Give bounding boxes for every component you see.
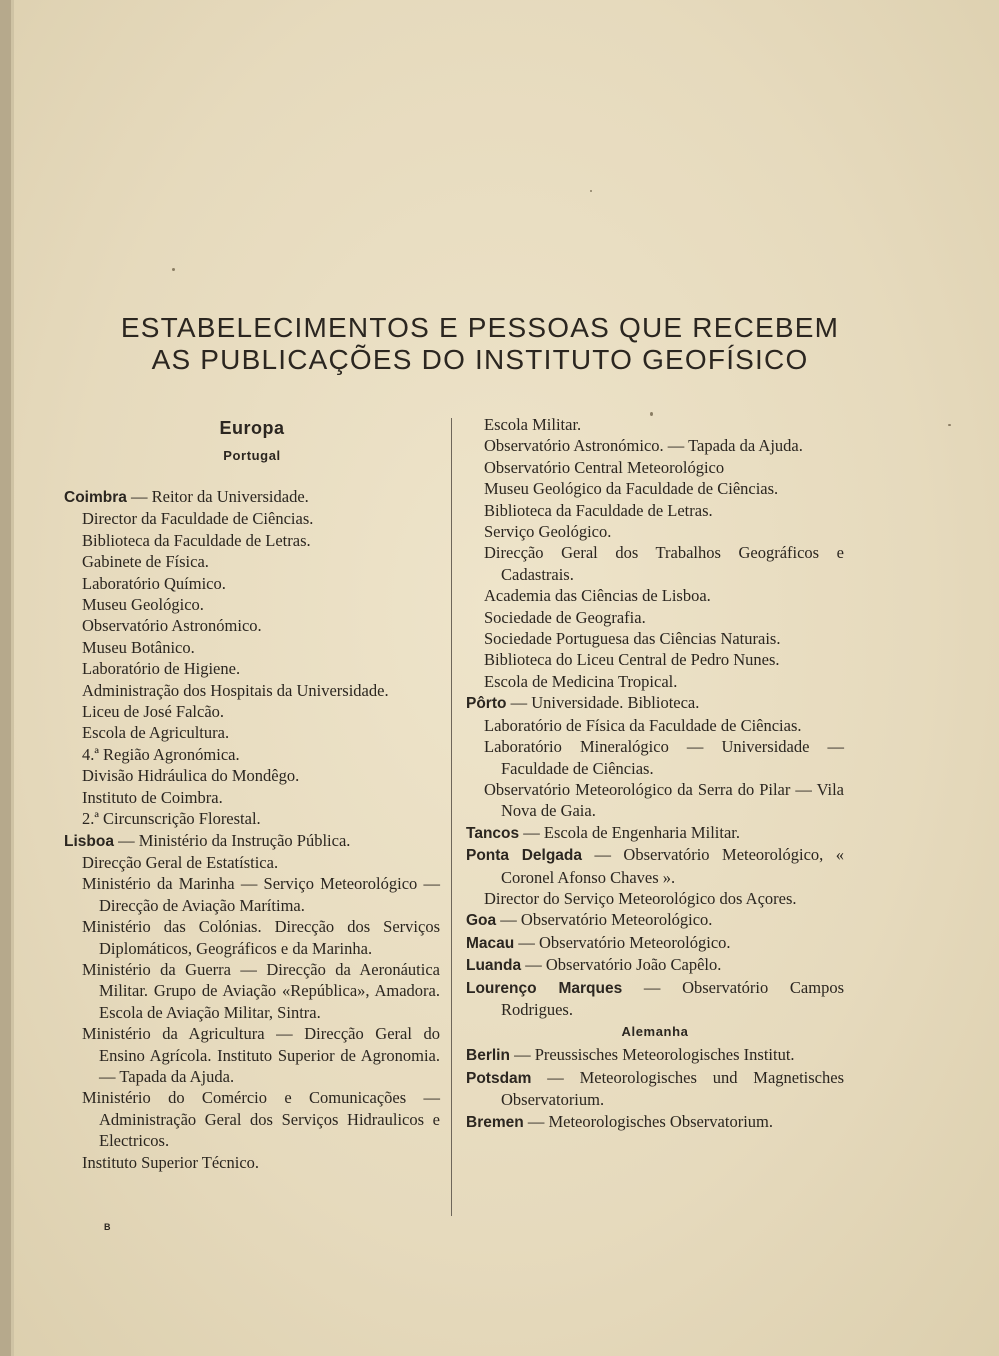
entry-text: Academia das Ciências de Lisboa. <box>484 586 711 606</box>
city-entry <box>466 1111 844 1133</box>
institution-entry <box>64 680 440 701</box>
left-column <box>64 414 440 1173</box>
entry-text: Escola de Agricultura. <box>82 723 230 743</box>
entry-text: Observatório Astronómico. <box>82 616 262 636</box>
institution-entry <box>64 1087 440 1151</box>
entry-text: Biblioteca da Faculdade de Letras. <box>484 500 713 520</box>
institution-entry <box>466 888 844 909</box>
entry-text: — Observatório Campos Rodrigues. <box>501 977 844 1019</box>
city-entry <box>466 844 844 888</box>
institution-entry <box>64 594 440 615</box>
institution-entry <box>64 744 440 765</box>
institution-entry <box>64 1023 440 1087</box>
institution-entry <box>466 435 844 456</box>
city-entry <box>466 909 844 931</box>
city-entry <box>466 692 844 714</box>
entry-text: — Preussisches Meteorologisches Institut. <box>509 1045 795 1065</box>
entry-text: Sociedade Portuguesa das Ciências Naturais. <box>484 629 781 649</box>
column-divider <box>451 418 452 1216</box>
institution-entry <box>466 628 844 649</box>
entry-text: Ministério da Guerra — Direcção da Aeronáutica Militar. Grupo de Aviação «República», Amadora. Escola de Aviação Militar, Sintra. <box>82 959 440 1022</box>
section-heading: Portugal <box>223 448 281 463</box>
entry-text: Serviço Geológico. <box>484 522 612 542</box>
page-binding-edge <box>0 0 11 1356</box>
entry-text: Biblioteca do Liceu Central de Pedro Nunes. <box>484 650 780 670</box>
entry-text: Laboratório de Higiene. <box>82 659 241 679</box>
city-name: Ponta Delgada <box>466 847 582 865</box>
entry-text: — Meteorologisches und Magnetisches Observatorium. <box>501 1067 844 1110</box>
city-name: Luanda <box>466 957 522 975</box>
section-heading: Alemanha <box>621 1024 689 1040</box>
city-name: Potsdam <box>466 1069 532 1087</box>
institution-entry <box>466 736 844 779</box>
page-title-line-2: AS PUBLICAÇÕES DO INSTITUTO GEOFÍSICO <box>151 344 809 375</box>
entry-text: Museu Geológico da Faculdade de Ciências. <box>484 479 779 499</box>
city-entry <box>466 932 844 954</box>
entry-text: Observatório Central Meteorológico <box>484 457 725 477</box>
city-entry <box>64 486 440 508</box>
entry-text: Sociedade de Geografia. <box>484 607 646 627</box>
page-title-line-1: ESTABELECIMENTOS E PESSOAS QUE RECEBEM <box>120 312 840 343</box>
entry-text: Ministério da Marinha — Serviço Meteorológico — Direcção de Aviação Marítima. <box>82 874 440 915</box>
institution-entry <box>64 787 440 808</box>
entry-text: Observatório Astronómico. — Tapada da Ajuda. <box>484 436 803 456</box>
entry-text: Laboratório de Física da Faculdade de Ciências. <box>484 715 802 735</box>
entry-text: Instituto Superior Técnico. <box>82 1152 260 1172</box>
institution-entry <box>466 715 844 736</box>
city-entry <box>466 1067 844 1111</box>
paper-speck <box>948 424 951 426</box>
institution-entry <box>64 765 440 786</box>
entry-text: Museu Geológico. <box>82 595 204 615</box>
entry-text: — Observatório Meteorológico. <box>496 910 713 930</box>
institution-entry <box>466 500 844 521</box>
institution-entry <box>466 649 844 670</box>
entry-text: Biblioteca da Faculdade de Letras. <box>82 530 311 550</box>
institution-entry <box>64 530 440 551</box>
page-title <box>60 312 900 376</box>
city-entry <box>466 954 844 976</box>
institution-entry <box>466 671 844 692</box>
entry-text: — Ministério da Instrução Pública. <box>113 830 351 850</box>
institution-entry <box>64 573 440 594</box>
institution-entry <box>64 658 440 679</box>
entry-text: Gabinete de Física. <box>82 552 209 572</box>
institution-entry <box>64 551 440 572</box>
entry-text: — Meteorologisches Observatorium. <box>523 1111 773 1131</box>
institution-entry <box>466 542 844 585</box>
institution-entry <box>64 873 440 916</box>
entry-text: Laboratório Mineralógico — Universidade — Faculdade de Ciências. <box>484 737 844 778</box>
city-name: Tancos <box>466 824 520 842</box>
entry-text: Museu Botânico. <box>82 637 195 657</box>
entry-text: Administração dos Hospitais da Universidade. <box>82 680 389 700</box>
entry-text: Escola Militar. <box>484 415 582 434</box>
entry-text: — Observatório João Capêlo. <box>521 955 722 975</box>
institution-entry <box>64 959 440 1023</box>
entry-text: Divisão Hidráulica do Mondêgo. <box>82 766 300 786</box>
institution-entry <box>64 701 440 722</box>
city-name: Pôrto <box>466 695 507 713</box>
entry-text: — Reitor da Universidade. <box>126 487 309 506</box>
institution-entry <box>466 478 844 499</box>
page-binding-shadow <box>11 0 14 1356</box>
city-name: Macau <box>466 934 515 952</box>
right-column <box>466 414 844 1133</box>
institution-entry <box>466 521 844 542</box>
city-entry <box>64 830 440 852</box>
entry-text: Ministério da Agricultura — Direcção Geral do Ensino Agrícola. Instituto Superior de Agronomia. — Tapada da Ajuda. <box>82 1024 440 1086</box>
entry-text: — Observatório Meteorológico. <box>514 932 731 952</box>
paper-speck <box>650 412 653 416</box>
institution-entry <box>466 779 844 822</box>
institution-entry <box>466 585 844 606</box>
institution-entry <box>64 722 440 743</box>
footer-signature: B <box>104 1222 111 1232</box>
city-entry <box>466 822 844 844</box>
city-name: Lisboa <box>64 832 114 850</box>
entry-text: Direcção Geral dos Trabalhos Geográficos e Cadastrais. <box>484 543 844 584</box>
city-name: Goa <box>466 912 497 930</box>
entry-text: — Universidade. Biblioteca. <box>506 693 700 713</box>
entry-text: Ministério do Comércio e Comunicações — Administração Geral dos Serviços Hidraulicos e Electricos. <box>82 1088 440 1151</box>
institution-entry <box>64 637 440 658</box>
entry-text: Observatório Meteorológico da Serra do Pilar — Vila Nova de Gaia. <box>484 779 844 821</box>
paper-speck <box>172 268 175 271</box>
city-entry <box>466 1044 844 1066</box>
institution-entry <box>466 414 844 435</box>
city-name: Bremen <box>466 1113 524 1131</box>
paper-speck <box>590 190 592 192</box>
entry-text: Laboratório Químico. <box>82 573 226 593</box>
city-name: Lourenço Marques <box>466 979 623 997</box>
city-entry <box>466 977 844 1021</box>
entry-text: Director do Serviço Meteorológico dos Açores. <box>484 888 797 908</box>
entry-text: Ministério das Colónias. Direcção dos Serviços Diplomáticos, Geográficos e da Marinha. <box>82 917 440 958</box>
city-name: Coimbra <box>64 489 127 506</box>
entry-text: Director da Faculdade de Ciências. <box>82 509 314 529</box>
institution-entry <box>64 615 440 636</box>
entry-text: 2.ª Circunscrição Florestal. <box>82 809 261 829</box>
institution-entry <box>64 1152 440 1173</box>
institution-entry <box>64 508 440 529</box>
city-name: Berlin <box>466 1047 510 1065</box>
entry-text: 4.ª Região Agronómica. <box>82 744 240 764</box>
entry-text: Liceu de José Falcão. <box>82 702 225 722</box>
entry-text: — Escola de Engenharia Militar. <box>519 822 740 842</box>
section-heading: Europa <box>219 418 285 438</box>
institution-entry <box>466 457 844 478</box>
institution-entry <box>466 607 844 628</box>
spacer <box>64 470 440 486</box>
entry-text: Direcção Geral de Estatística. <box>82 852 279 872</box>
institution-entry <box>64 916 440 959</box>
entry-text: — Observatório Meteorológico, « Coronel Afonso Chaves ». <box>501 845 844 887</box>
entry-text: Instituto de Coimbra. <box>82 787 223 807</box>
institution-entry <box>64 808 440 829</box>
institution-entry <box>64 852 440 873</box>
entry-text: Escola de Medicina Tropical. <box>484 671 678 691</box>
